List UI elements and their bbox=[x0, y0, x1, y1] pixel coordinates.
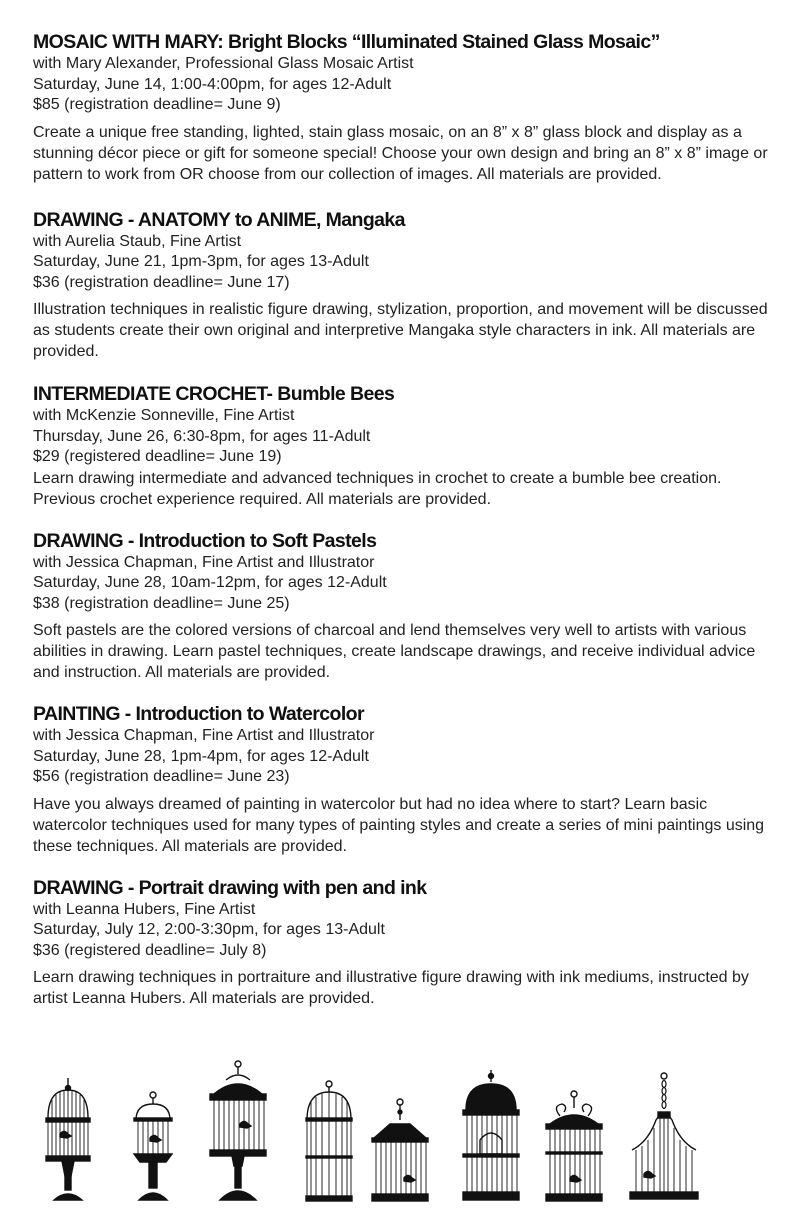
class-listing bbox=[33, 30, 778, 1009]
birdcage-icon bbox=[42, 1076, 94, 1202]
birdcage-icon bbox=[460, 1070, 522, 1202]
course-schedule: Saturday, June 14, 1:00-4:00pm, for ages 12-Adult bbox=[33, 75, 392, 93]
course-watercolor bbox=[33, 702, 778, 857]
birdcage-border bbox=[0, 1060, 810, 1210]
course-anime-drawing bbox=[33, 208, 778, 363]
course-instructor: with Aurelia Staub, Fine Artist bbox=[33, 232, 242, 250]
course-price: $38 (registration deadline= June 25) bbox=[33, 594, 290, 612]
course-instructor: with Leanna Hubers, Fine Artist bbox=[33, 900, 256, 918]
course-description: Soft pastels are the colored versions of charcoal and lend themselves very well to artists with various abilities in drawing. Learn pastel techniques, create landscape drawings, and receive individual advice and instruction. All materials are provided. bbox=[33, 622, 756, 681]
course-title: DRAWING - ANATOMY to ANIME, Mangaka bbox=[33, 208, 405, 231]
course-schedule: Saturday, June 28, 10am-12pm, for ages 12-Adult bbox=[33, 574, 387, 591]
course-price: $56 (registration deadline= June 23) bbox=[33, 768, 290, 785]
course-portrait-ink bbox=[33, 876, 778, 1010]
course-description: Have you always dreamed of painting in watercolor but had no idea where to start? Learn basic watercolor techniques used for many types of painting styles and create a series of mini paintings using these techniques. All materials are provided. bbox=[33, 795, 765, 855]
course-title: MOSAIC WITH MARY: Bright Blocks “Illuminated Stained Glass Mosaic” bbox=[33, 31, 660, 53]
birdcage-icon bbox=[206, 1060, 270, 1202]
course-title: DRAWING - Introduction to Soft Pastels bbox=[33, 529, 377, 552]
birdcage-icon bbox=[542, 1090, 606, 1202]
birdcage-icon bbox=[628, 1072, 700, 1202]
course-title: INTERMEDIATE CROCHET- Bumble Bees bbox=[33, 383, 395, 405]
birdcage-icon bbox=[128, 1090, 178, 1202]
course-crochet bbox=[33, 382, 778, 510]
course-description: Illustration techniques in realistic figure drawing, stylization, proportion, and movement will be discussed as students create their own original and interpretive Mangaka style characters in ink. All materials are provided. bbox=[33, 301, 768, 360]
birdcage-icon bbox=[304, 1080, 354, 1202]
course-mosaic bbox=[33, 30, 778, 185]
course-schedule: Saturday, June 21, 1pm-3pm, for ages 13-Adult bbox=[33, 253, 369, 270]
course-price: $36 (registered deadline= July 8) bbox=[33, 941, 267, 959]
course-instructor: with Jessica Chapman, Fine Artist and Illustrator bbox=[33, 553, 375, 571]
course-description: Learn drawing techniques in portraiture and illustrative figure drawing with ink mediums, instructed by artist Leanna Hubers. All materials are provided. bbox=[33, 969, 749, 1007]
course-price: $85 (registration deadline= June 9) bbox=[33, 96, 281, 113]
course-instructor: with Jessica Chapman, Fine Artist and Illustrator bbox=[33, 727, 375, 744]
birdcage-icon bbox=[368, 1098, 432, 1202]
course-instructor: with McKenzie Sonneville, Fine Artist bbox=[33, 407, 295, 424]
course-description: Create a unique free standing, lighted, stain glass mosaic, on an 8” x 8” glass block and display as a stunning décor piece or gift for someone special! Choose your own design and bring an 8” x 8” image or pattern to work from OR choose from our collection of images. All materials are provided. bbox=[33, 123, 768, 183]
course-schedule: Thursday, June 26, 6:30-8pm, for ages 11-Adult bbox=[33, 427, 371, 445]
course-schedule: Saturday, July 12, 2:00-3:30pm, for ages 13-Adult bbox=[33, 921, 385, 938]
course-description: Learn drawing intermediate and advanced techniques in crochet to create a bumble bee creation. Previous crochet experience required. All materials are provided. bbox=[33, 469, 722, 508]
course-schedule: Saturday, June 28, 1pm-4pm, for ages 12-Adult bbox=[33, 747, 369, 765]
course-price: $36 (registration deadline= June 17) bbox=[33, 273, 290, 291]
course-title: PAINTING - Introduction to Watercolor bbox=[33, 703, 364, 725]
course-title: DRAWING - Portrait drawing with pen and ink bbox=[33, 876, 427, 899]
course-price: $29 (registered deadline= June 19) bbox=[33, 448, 282, 465]
course-instructor: with Mary Alexander, Professional Glass Mosaic Artist bbox=[33, 55, 414, 72]
course-soft-pastels bbox=[33, 529, 778, 684]
